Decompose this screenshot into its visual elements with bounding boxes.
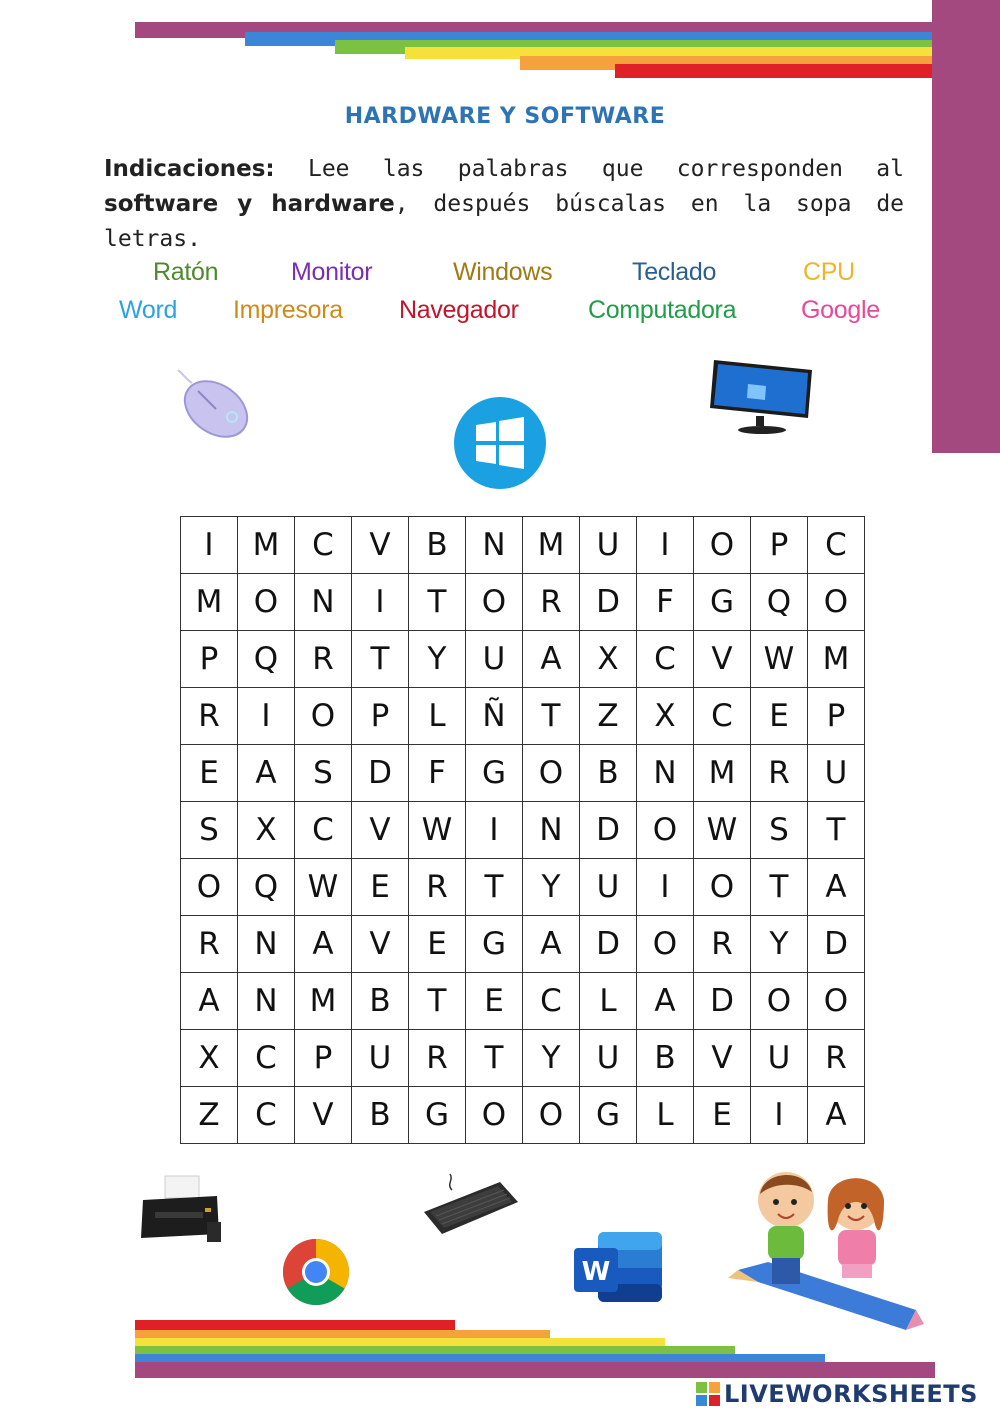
grid-cell[interactable]: R [751, 745, 808, 802]
grid-cell[interactable]: X [181, 1030, 238, 1087]
grid-cell[interactable]: T [466, 859, 523, 916]
grid-cell[interactable]: U [808, 745, 865, 802]
grid-cell[interactable]: P [295, 1030, 352, 1087]
grid-cell[interactable]: D [580, 916, 637, 973]
instructions-text-1: Lee las palabras que corresponden al [274, 156, 904, 182]
grid-cell[interactable]: F [637, 574, 694, 631]
grid-cell[interactable]: M [238, 517, 295, 574]
svg-text:W: W [581, 1257, 611, 1287]
grid-cell[interactable]: I [637, 517, 694, 574]
grid-cell[interactable]: O [808, 973, 865, 1030]
grid-cell[interactable]: D [694, 973, 751, 1030]
grid-cell[interactable]: X [238, 802, 295, 859]
grid-row [181, 631, 865, 688]
grid-cell[interactable]: A [523, 916, 580, 973]
grid-cell[interactable]: T [466, 1030, 523, 1087]
grid-cell[interactable]: I [238, 688, 295, 745]
grid-cell[interactable]: E [409, 916, 466, 973]
grid-cell[interactable]: N [238, 973, 295, 1030]
grid-cell[interactable]: L [580, 973, 637, 1030]
word-navegador: Navegador [399, 296, 519, 324]
liveworksheets-logo-icon [696, 1382, 720, 1406]
instructions-label: Indicaciones: [104, 156, 275, 182]
grid-row [181, 916, 865, 973]
grid-row [181, 859, 865, 916]
grid-cell[interactable]: O [523, 745, 580, 802]
grid-row [181, 688, 865, 745]
word-search-grid [180, 516, 865, 1144]
grid-cell[interactable]: G [694, 574, 751, 631]
grid-cell[interactable]: V [352, 916, 409, 973]
grid-cell[interactable]: E [352, 859, 409, 916]
grid-cell[interactable]: Y [523, 1030, 580, 1087]
grid-cell[interactable]: N [637, 745, 694, 802]
grid-row [181, 745, 865, 802]
printer-icon [135, 1172, 225, 1250]
grid-cell[interactable]: M [694, 745, 751, 802]
grid-row [181, 517, 865, 574]
grid-cell[interactable]: P [352, 688, 409, 745]
grid-cell[interactable]: Q [751, 574, 808, 631]
instructions-text-2: , después búscalas en la sopa de letras. [104, 191, 905, 252]
grid-cell[interactable]: Y [751, 916, 808, 973]
grid-cell[interactable]: I [466, 802, 523, 859]
grid-cell[interactable]: M [808, 631, 865, 688]
grid-cell[interactable]: Y [409, 631, 466, 688]
grid-cell[interactable]: B [352, 1087, 409, 1144]
grid-cell[interactable]: R [409, 859, 466, 916]
grid-cell[interactable]: P [751, 517, 808, 574]
grid-cell[interactable]: G [466, 916, 523, 973]
instructions-bold: software y hardware [104, 191, 395, 217]
grid-cell[interactable]: I [181, 517, 238, 574]
page-title: HARDWARE Y SOFTWARE [344, 104, 666, 129]
grid-cell[interactable]: G [409, 1087, 466, 1144]
word-impresora: Impresora [233, 296, 343, 324]
grid-cell[interactable]: U [580, 859, 637, 916]
word-monitor: Monitor [291, 258, 373, 286]
grid-row [181, 802, 865, 859]
grid-cell[interactable]: O [466, 1087, 523, 1144]
grid-cell[interactable]: O [694, 859, 751, 916]
grid-cell[interactable]: Q [238, 859, 295, 916]
grid-cell[interactable]: I [352, 574, 409, 631]
grid-cell[interactable]: T [808, 802, 865, 859]
grid-cell[interactable]: W [751, 631, 808, 688]
grid-cell[interactable]: Z [580, 688, 637, 745]
grid-cell[interactable]: C [808, 517, 865, 574]
grid-cell[interactable]: R [808, 1030, 865, 1087]
grid-cell[interactable]: D [352, 745, 409, 802]
grid-cell[interactable]: R [181, 688, 238, 745]
grid-cell[interactable]: T [523, 688, 580, 745]
grid-cell[interactable]: Y [523, 859, 580, 916]
grid-cell[interactable]: X [580, 631, 637, 688]
grid-cell[interactable]: O [523, 1087, 580, 1144]
grid-cell[interactable]: E [181, 745, 238, 802]
grid-cell[interactable]: Q [238, 631, 295, 688]
windows-logo-icon [454, 397, 546, 489]
grid-cell[interactable]: O [808, 574, 865, 631]
grid-cell[interactable]: W [694, 802, 751, 859]
grid-cell[interactable]: D [808, 916, 865, 973]
grid-cell[interactable]: N [238, 916, 295, 973]
word-teclado: Teclado [632, 258, 717, 286]
grid-cell[interactable]: W [409, 802, 466, 859]
word-cpu: CPU [803, 258, 855, 286]
grid-cell[interactable]: O [637, 916, 694, 973]
keyboard-icon [420, 1172, 520, 1240]
grid-cell[interactable]: V [694, 631, 751, 688]
grid-cell[interactable]: T [409, 973, 466, 1030]
grid-cell[interactable]: P [181, 631, 238, 688]
grid-cell[interactable]: U [580, 1030, 637, 1087]
word-google: Google [801, 296, 880, 324]
grid-cell[interactable]: C [694, 688, 751, 745]
grid-cell[interactable]: O [295, 688, 352, 745]
grid-cell[interactable]: X [637, 688, 694, 745]
grid-cell[interactable]: A [523, 631, 580, 688]
grid-cell[interactable]: M [181, 574, 238, 631]
grid-cell[interactable]: I [637, 859, 694, 916]
grid-cell[interactable]: D [580, 802, 637, 859]
grid-cell[interactable]: B [352, 973, 409, 1030]
right-sidebar-decoration [932, 0, 1000, 453]
grid-cell[interactable]: G [466, 745, 523, 802]
kids-on-pencil-illustration [728, 1160, 928, 1340]
word-word: Word [119, 296, 178, 324]
grid-cell[interactable]: U [352, 1030, 409, 1087]
grid-cell[interactable]: R [523, 574, 580, 631]
grid-cell[interactable]: M [523, 517, 580, 574]
grid-cell[interactable]: V [295, 1087, 352, 1144]
word-computadora: Computadora [588, 296, 737, 324]
grid-cell[interactable]: V [694, 1030, 751, 1087]
grid-cell[interactable]: Ñ [466, 688, 523, 745]
grid-cell[interactable]: G [580, 1087, 637, 1144]
footer-brand: LIVEWORKSHEETS [724, 1380, 978, 1408]
grid-cell[interactable]: U [466, 631, 523, 688]
grid-cell[interactable]: L [409, 688, 466, 745]
grid-cell[interactable]: M [295, 973, 352, 1030]
grid-cell[interactable]: T [352, 631, 409, 688]
grid-cell[interactable]: O [694, 517, 751, 574]
grid-cell[interactable]: R [295, 631, 352, 688]
grid-row [181, 574, 865, 631]
grid-cell[interactable]: F [409, 745, 466, 802]
grid-cell[interactable]: B [637, 1030, 694, 1087]
grid-cell[interactable]: R [694, 916, 751, 973]
grid-cell[interactable]: O [466, 574, 523, 631]
word-raton: Ratón [153, 258, 219, 286]
grid-cell[interactable]: P [808, 688, 865, 745]
grid-cell[interactable]: B [409, 517, 466, 574]
grid-cell[interactable]: W [295, 859, 352, 916]
grid-cell[interactable]: O [181, 859, 238, 916]
grid-cell[interactable]: I [751, 1087, 808, 1144]
grid-cell[interactable]: A [295, 916, 352, 973]
grid-cell[interactable]: V [352, 802, 409, 859]
grid-cell[interactable]: S [751, 802, 808, 859]
monitor-icon [708, 356, 816, 440]
grid-row [181, 1087, 865, 1144]
grid-cell[interactable]: A [637, 973, 694, 1030]
grid-cell[interactable]: U [751, 1030, 808, 1087]
grid-cell[interactable]: N [523, 802, 580, 859]
grid-row [181, 1030, 865, 1087]
grid-cell[interactable]: Z [181, 1087, 238, 1144]
grid-cell[interactable]: C [295, 517, 352, 574]
grid-cell[interactable]: R [181, 916, 238, 973]
grid-cell[interactable]: A [181, 973, 238, 1030]
grid-cell[interactable]: E [694, 1087, 751, 1144]
grid-cell[interactable]: T [409, 574, 466, 631]
grid-cell[interactable]: A [808, 859, 865, 916]
word-windows: Windows [453, 258, 553, 286]
grid-cell[interactable]: T [751, 859, 808, 916]
grid-cell[interactable]: U [580, 517, 637, 574]
grid-cell[interactable]: B [580, 745, 637, 802]
grid-cell[interactable]: R [409, 1030, 466, 1087]
instructions-paragraph [104, 152, 904, 257]
grid-cell[interactable]: E [751, 688, 808, 745]
grid-cell[interactable]: S [295, 745, 352, 802]
grid-cell[interactable]: N [295, 574, 352, 631]
grid-row [181, 973, 865, 1030]
grid-cell[interactable]: L [637, 1087, 694, 1144]
grid-cell[interactable]: A [238, 745, 295, 802]
word-icon [570, 1228, 666, 1306]
mouse-icon [170, 365, 255, 445]
chrome-icon [282, 1238, 350, 1306]
grid-cell[interactable]: D [580, 574, 637, 631]
grid-cell[interactable]: O [751, 973, 808, 1030]
grid-cell[interactable]: C [295, 802, 352, 859]
grid-cell[interactable]: C [238, 1030, 295, 1087]
grid-cell[interactable]: C [523, 973, 580, 1030]
grid-cell[interactable]: O [238, 574, 295, 631]
grid-cell[interactable]: C [238, 1087, 295, 1144]
grid-cell[interactable]: C [637, 631, 694, 688]
grid-cell[interactable]: E [466, 973, 523, 1030]
grid-cell[interactable]: V [352, 517, 409, 574]
grid-cell[interactable]: N [466, 517, 523, 574]
grid-cell[interactable]: O [637, 802, 694, 859]
grid-cell[interactable]: S [181, 802, 238, 859]
grid-cell[interactable]: A [808, 1087, 865, 1144]
